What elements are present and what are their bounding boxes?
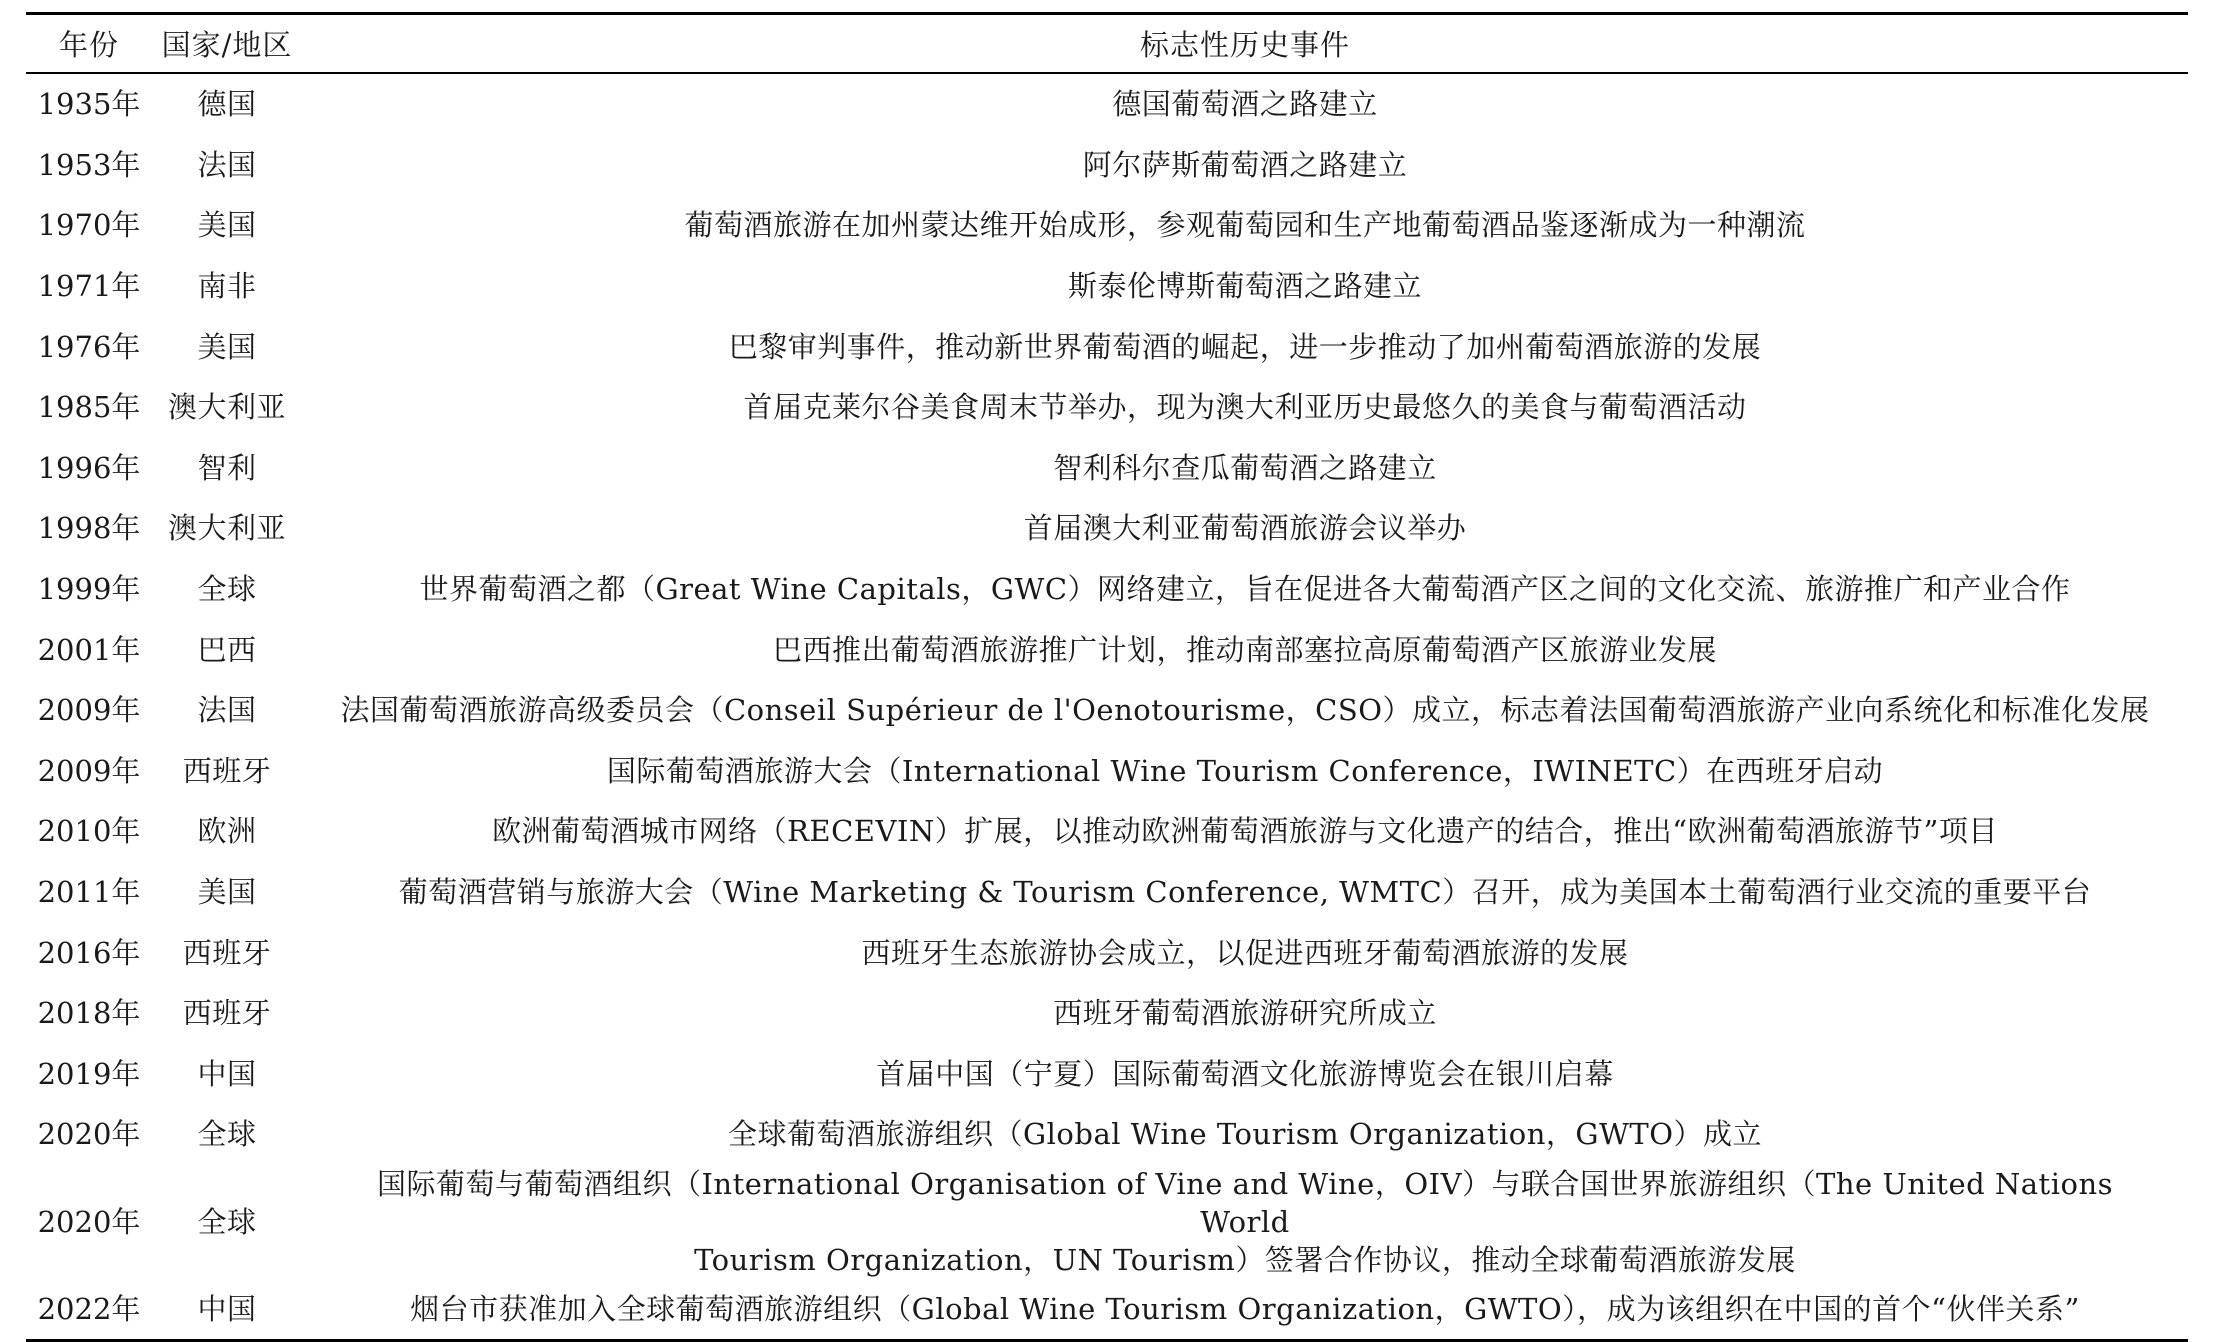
wine-tourism-history-table bbox=[26, 12, 2188, 1342]
region-cell: 法国 bbox=[197, 147, 257, 182]
region-cell: 法国 bbox=[197, 693, 257, 728]
year-cell: 2022年 bbox=[26, 1279, 152, 1341]
year-cell: 2018年 bbox=[37, 996, 141, 1031]
event-cell: 首届澳大利亚葡萄酒旅游会议举办 bbox=[1023, 511, 1467, 546]
region-cell: 美国 bbox=[197, 329, 257, 364]
table-row bbox=[26, 680, 2188, 741]
event-cell: 首届中国（宁夏）国际葡萄酒文化旅游博览会在银川启幕 bbox=[876, 1056, 1614, 1091]
year-cell: 2009年 bbox=[37, 693, 141, 728]
event-cell: 巴西推出葡萄酒旅游推广计划，推动南部塞拉高原葡萄酒产区旅游业发展 bbox=[772, 632, 1717, 667]
year-cell: 2010年 bbox=[37, 814, 141, 849]
year-cell: 2020年 bbox=[37, 1204, 141, 1239]
table-row bbox=[26, 922, 2188, 983]
year-cell: 1971年 bbox=[37, 269, 141, 304]
event-cell: 烟台市获准加入全球葡萄酒旅游组织（Global Wine Tourism Organization，GWTO），成为该组织在中国的首个“伙伴关系” bbox=[302, 1279, 2188, 1341]
region-cell: 西班牙 bbox=[182, 753, 272, 788]
table-row bbox=[26, 256, 2188, 317]
table-row bbox=[26, 983, 2188, 1044]
region-cell: 欧洲 bbox=[197, 814, 257, 849]
table-row bbox=[26, 377, 2188, 438]
region-cell: 美国 bbox=[197, 875, 257, 910]
region-cell: 智利 bbox=[197, 450, 257, 485]
event-line-1: 国际葡萄与葡萄酒组织（International Organisation of Vine and Wine，OIV）与联合国世界旅游组织（The United Nations World bbox=[376, 1166, 2114, 1239]
event-cell: 阿尔萨斯葡萄酒之路建立 bbox=[1082, 147, 1408, 182]
event-cell: 首届克莱尔谷美食周末节举办，现为澳大利亚历史最悠久的美食与葡萄酒活动 bbox=[743, 390, 1747, 425]
region-cell: 澳大利亚 bbox=[167, 390, 286, 425]
region-cell: 西班牙 bbox=[182, 935, 272, 970]
region-cell: 巴西 bbox=[197, 632, 257, 667]
event-cell: 国际葡萄酒旅游大会（International Wine Tourism Conference，IWINETC）在西班牙启动 bbox=[606, 753, 1884, 788]
table-row bbox=[26, 498, 2188, 559]
header-event: 标志性历史事件 bbox=[302, 14, 2188, 74]
region-cell: 西班牙 bbox=[182, 996, 272, 1031]
year-cell: 2009年 bbox=[37, 753, 141, 788]
region-cell: 中国 bbox=[197, 1056, 257, 1091]
region-cell: 澳大利亚 bbox=[167, 511, 286, 546]
event-cell: 德国葡萄酒之路建立 bbox=[1112, 87, 1378, 122]
table-body bbox=[26, 73, 2188, 1341]
region-cell: 美国 bbox=[197, 208, 257, 243]
year-cell: 2020年 bbox=[37, 1117, 141, 1152]
year-cell: 1998年 bbox=[37, 511, 141, 546]
event-cell: 世界葡萄酒之都（Great Wine Capitals，GWC）网络建立，旨在促进各大葡萄酒产区之间的文化交流、旅游推广和产业合作 bbox=[419, 572, 2071, 607]
table-row bbox=[26, 135, 2188, 196]
region-cell: 全球 bbox=[197, 572, 257, 607]
table-row bbox=[26, 195, 2188, 256]
event-cell: 智利科尔查瓜葡萄酒之路建立 bbox=[1053, 450, 1437, 485]
table-row bbox=[26, 1279, 2188, 1341]
year-cell: 1976年 bbox=[37, 329, 141, 364]
year-cell: 1999年 bbox=[37, 572, 141, 607]
event-cell: 斯泰伦博斯葡萄酒之路建立 bbox=[1067, 269, 1422, 304]
table-row bbox=[26, 801, 2188, 862]
table-row bbox=[26, 73, 2188, 135]
year-cell: 1953年 bbox=[37, 147, 141, 182]
table-row bbox=[26, 559, 2188, 620]
year-cell: 1996年 bbox=[37, 450, 141, 485]
event-cell: 法国葡萄酒旅游高级委员会（Conseil Supérieur de l'Oenotourisme，CSO）成立，标志着法国葡萄酒旅游产业向系统化和标准化发展 bbox=[340, 693, 2150, 728]
table-row bbox=[26, 862, 2188, 923]
table-header bbox=[26, 14, 2188, 74]
table-row bbox=[26, 438, 2188, 499]
year-cell: 1970年 bbox=[37, 208, 141, 243]
header-row bbox=[26, 14, 2188, 74]
table-row bbox=[26, 741, 2188, 802]
region-cell: 全球 bbox=[197, 1204, 257, 1239]
event-cell: 西班牙葡萄酒旅游研究所成立 bbox=[1053, 996, 1437, 1031]
event-cell: 全球葡萄酒旅游组织（Global Wine Tourism Organization，GWTO）成立 bbox=[727, 1117, 1762, 1152]
event-cell: 欧洲葡萄酒城市网络（RECEVIN）扩展，以推动欧洲葡萄酒旅游与文化遗产的结合，推出“欧洲葡萄酒旅游节”项目 bbox=[492, 814, 1998, 849]
year-cell: 1935年 bbox=[37, 87, 141, 122]
table-row bbox=[26, 316, 2188, 377]
year-cell: 2011年 bbox=[37, 875, 141, 910]
event-cell bbox=[302, 1165, 2188, 1279]
table-row bbox=[26, 619, 2188, 680]
table-row bbox=[26, 1104, 2188, 1165]
header-region: 国家/地区 bbox=[152, 14, 302, 74]
region-cell: 南非 bbox=[197, 269, 257, 304]
year-cell: 2019年 bbox=[37, 1056, 141, 1091]
event-cell: 巴黎审判事件，推动新世界葡萄酒的崛起，进一步推动了加州葡萄酒旅游的发展 bbox=[728, 329, 1762, 364]
header-year: 年份 bbox=[26, 14, 152, 74]
table-row bbox=[26, 1165, 2188, 1279]
region-cell: 中国 bbox=[152, 1279, 302, 1341]
year-cell: 2016年 bbox=[37, 935, 141, 970]
year-cell: 1985年 bbox=[37, 390, 141, 425]
event-line-2: Tourism Organization，UN Tourism）签署合作协议，推动全球葡萄酒旅游发展 bbox=[694, 1242, 1796, 1277]
region-cell: 全球 bbox=[197, 1117, 257, 1152]
region-cell: 德国 bbox=[197, 87, 257, 122]
year-cell: 2001年 bbox=[37, 632, 141, 667]
history-table-container bbox=[26, 12, 2188, 1342]
table-row bbox=[26, 1044, 2188, 1105]
event-cell: 西班牙生态旅游协会成立，以促进西班牙葡萄酒旅游的发展 bbox=[861, 935, 1629, 970]
event-cell: 葡萄酒营销与旅游大会（Wine Marketing & Tourism Conference, WMTC）召开，成为美国本土葡萄酒行业交流的重要平台 bbox=[398, 875, 2092, 910]
event-cell: 葡萄酒旅游在加州蒙达维开始成形，参观葡萄园和生产地葡萄酒品鉴逐渐成为一种潮流 bbox=[684, 208, 1806, 243]
